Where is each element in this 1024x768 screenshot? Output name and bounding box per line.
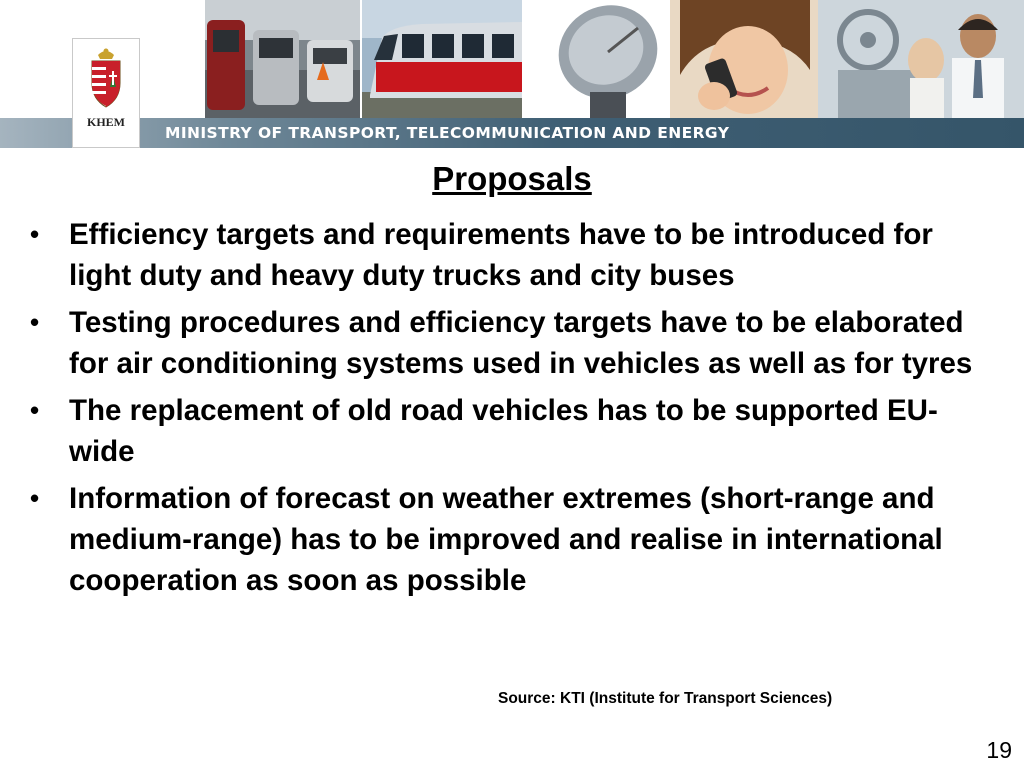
logo-label: KHEM bbox=[87, 115, 125, 129]
red-train-photo bbox=[362, 0, 522, 118]
list-item-text: Information of forecast on weather extremes (short-range and medium-range) has to be improved and realise in international cooperation as soon as possible bbox=[69, 482, 943, 597]
header-banner bbox=[0, 0, 1024, 148]
coat-of-arms-icon bbox=[88, 47, 124, 109]
list-item-text: The replacement of old road vehicles has to be supported EU-wide bbox=[69, 394, 938, 468]
proposal-list bbox=[30, 214, 1000, 607]
list-item bbox=[30, 390, 1000, 472]
list-item-text: Efficiency targets and requirements have to be introduced for light duty and heavy duty trucks and city buses bbox=[69, 218, 933, 292]
bullet-icon: • bbox=[30, 219, 40, 249]
satellite-dish-photo bbox=[550, 0, 670, 118]
slide-title: Proposals bbox=[432, 160, 592, 197]
list-item-text: Testing procedures and efficiency targets have to be elaborated for air conditioning systems used in vehicles as well as for tyres bbox=[69, 306, 973, 380]
ministry-logo bbox=[72, 38, 140, 148]
industrial-workers-photo bbox=[818, 0, 1024, 118]
list-item bbox=[30, 478, 1000, 601]
cars-traffic-photo bbox=[205, 0, 360, 118]
list-item bbox=[30, 302, 1000, 384]
woman-phone-photo bbox=[670, 0, 818, 118]
page-number: 19 bbox=[986, 737, 1012, 763]
bullet-icon: • bbox=[30, 395, 40, 425]
source-citation: Source: KTI (Institute for Transport Sciences) bbox=[498, 690, 833, 707]
bullet-icon: • bbox=[30, 307, 40, 337]
ministry-name: MINISTRY OF TRANSPORT, TELECOMMUNICATION AND ENERGY bbox=[165, 124, 730, 142]
list-item bbox=[30, 214, 1000, 296]
bullet-icon: • bbox=[30, 483, 40, 513]
